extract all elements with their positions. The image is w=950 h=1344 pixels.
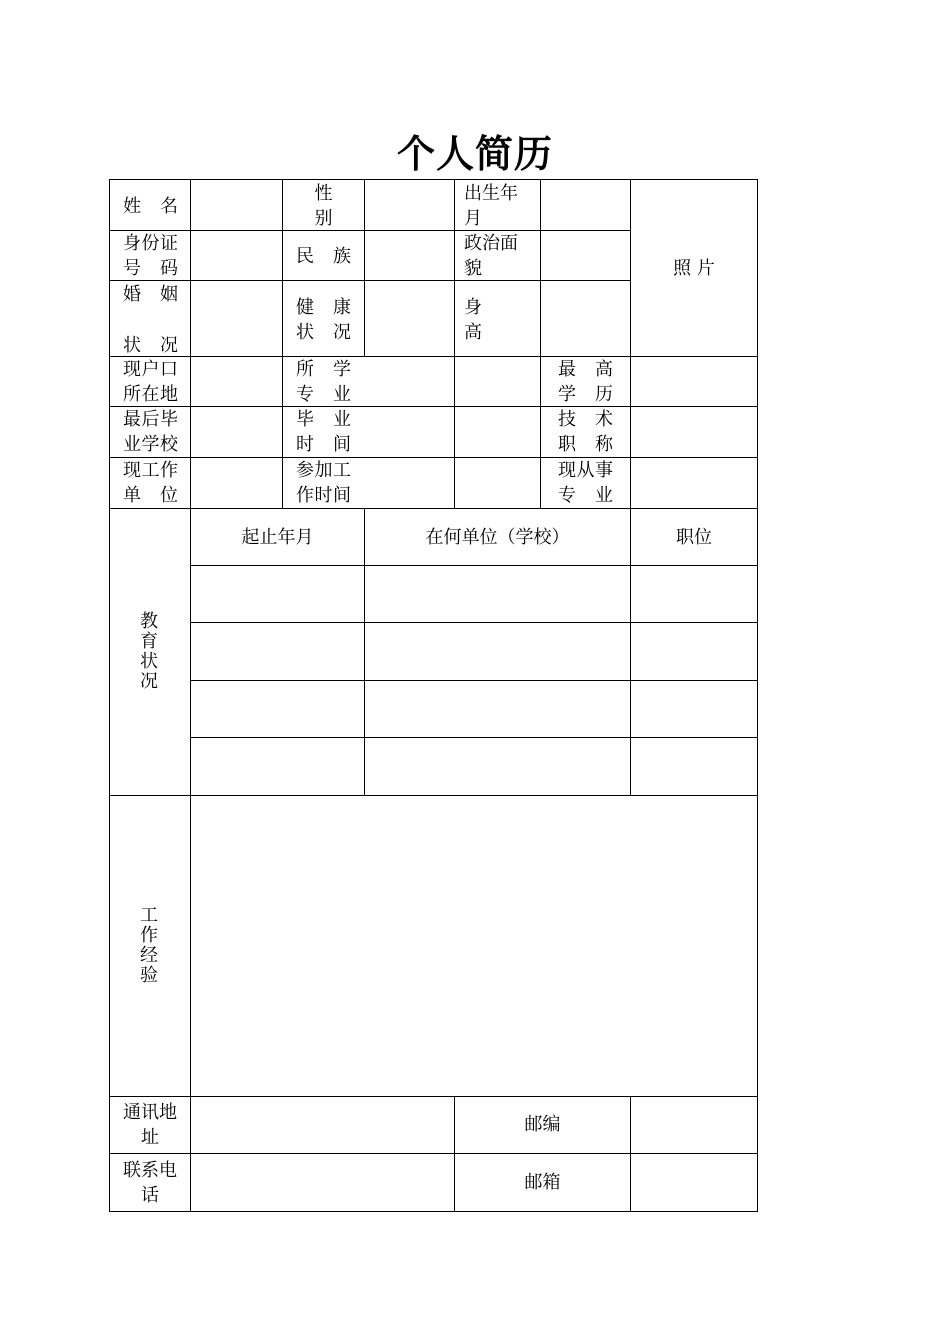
edu-level-label-line1: 最 高 <box>558 359 613 380</box>
address-field[interactable] <box>191 1097 454 1153</box>
grad-school-label-line1: 最后毕 <box>123 409 178 430</box>
hukou-field[interactable] <box>191 357 282 406</box>
major-label-line2: 专 业 <box>296 384 351 405</box>
education-section-label: 教育状况 <box>140 611 158 692</box>
height-label-line1: 身 <box>464 297 482 318</box>
health-field[interactable] <box>365 281 454 356</box>
education-col-period: 起止年月 <box>241 527 314 548</box>
phone-field[interactable] <box>191 1154 454 1211</box>
address-label-line2: 址 <box>141 1127 159 1148</box>
postcode-label: 邮编 <box>524 1114 561 1135</box>
major-field[interactable] <box>283 357 540 406</box>
email-label: 邮箱 <box>524 1172 561 1193</box>
phone-label-line1: 联系电 <box>123 1160 177 1181</box>
health-label-line1: 健 康 <box>296 297 351 318</box>
id-label-line1: 身份证 <box>123 233 178 254</box>
health-label-line2: 状 况 <box>296 322 351 343</box>
grad-school-field[interactable] <box>191 407 282 457</box>
marital-field[interactable] <box>191 281 282 356</box>
id-label-line2: 号 码 <box>123 258 178 279</box>
education-row-2-position[interactable] <box>631 623 757 680</box>
row-divider <box>109 508 758 509</box>
education-row-3-period[interactable] <box>191 681 364 737</box>
education-row-2-unit[interactable] <box>365 623 630 680</box>
education-row-1-position[interactable] <box>631 566 757 622</box>
education-row-3-position[interactable] <box>631 681 757 737</box>
work-start-label-line1: 参加工 <box>296 460 351 481</box>
employer-label-line1: 现工作 <box>123 460 178 481</box>
current-major-field[interactable] <box>631 458 757 508</box>
employer-field[interactable] <box>191 458 282 508</box>
education-row-1-unit[interactable] <box>365 566 630 622</box>
education-col-position: 职位 <box>676 527 712 548</box>
employer-label-line2: 单 位 <box>123 485 178 506</box>
education-row-2-period[interactable] <box>191 623 364 680</box>
height-field[interactable] <box>541 281 630 356</box>
education-row-4-unit[interactable] <box>365 738 630 795</box>
birth-field[interactable] <box>541 180 630 230</box>
hukou-label-line2: 所在地 <box>123 384 178 405</box>
work-start-field[interactable] <box>455 458 540 508</box>
grad-school-label-line2: 业学校 <box>123 434 178 455</box>
birth-label-line1: 出生年 <box>464 183 518 204</box>
ethnicity-field[interactable] <box>365 231 454 280</box>
tech-title-field[interactable] <box>631 407 757 457</box>
education-row-4-position[interactable] <box>631 738 757 795</box>
gender-label-line1: 性 <box>314 183 333 204</box>
postcode-field[interactable] <box>631 1097 757 1153</box>
address-label-line1: 通讯地 <box>123 1102 177 1123</box>
current-major-label-line1: 现从事 <box>558 460 613 481</box>
marital-label-line1: 婚 姻 <box>123 284 178 305</box>
table-border-left <box>109 179 110 1212</box>
education-row-4-period[interactable] <box>191 738 364 795</box>
marital-label-line2: 状 况 <box>123 335 178 356</box>
gender-label-line2: 别 <box>314 208 333 229</box>
grad-time-label-line1: 毕 业 <box>296 409 351 430</box>
edu-level-field[interactable] <box>631 357 757 406</box>
work-section-label: 工作经验 <box>140 905 158 986</box>
id-field[interactable] <box>191 231 282 280</box>
edu-level-label-line2: 学 历 <box>558 384 613 405</box>
page-title: 个人简历 <box>396 132 553 176</box>
col-divider <box>540 356 541 509</box>
political-label-line2: 貌 <box>464 258 482 279</box>
email-field[interactable] <box>631 1154 757 1211</box>
phone-label-line2: 话 <box>141 1185 159 1206</box>
gender-field[interactable] <box>365 180 454 230</box>
name-field[interactable] <box>191 180 282 230</box>
education-col-unit: 在何单位（学校） <box>425 527 570 548</box>
tech-title-label-line1: 技 术 <box>558 409 613 430</box>
tech-title-label-line2: 职 称 <box>558 434 613 455</box>
political-label-line1: 政治面 <box>464 233 518 254</box>
height-label-line2: 高 <box>464 322 482 343</box>
grad-time-field[interactable] <box>455 407 540 457</box>
birth-label-line2: 月 <box>464 208 482 229</box>
current-major-label-line2: 专 业 <box>558 485 613 506</box>
major-label-line1: 所 学 <box>296 359 351 380</box>
education-row-3-unit[interactable] <box>365 681 630 737</box>
political-field[interactable] <box>541 231 630 280</box>
grad-time-label-line2: 时 间 <box>296 434 351 455</box>
table-border-bottom <box>109 1211 758 1212</box>
name-label: 姓 名 <box>123 196 178 217</box>
work-experience-field[interactable] <box>191 796 757 1096</box>
education-row-1-period[interactable] <box>191 566 364 622</box>
photo-label: 照 片 <box>673 258 715 279</box>
work-start-label-line2: 作时间 <box>296 485 351 506</box>
ethnicity-label: 民 族 <box>296 246 351 267</box>
hukou-label-line1: 现户口 <box>123 359 178 380</box>
table-border-right <box>757 179 758 1212</box>
